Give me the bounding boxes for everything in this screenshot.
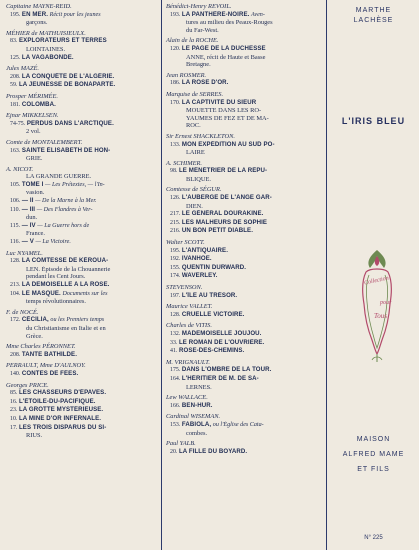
entry-continuation: BLIQUE. <box>186 175 212 183</box>
entry-author: Cardinal WISEMAN. <box>166 413 221 421</box>
entry-author: Luc NYAMEL. <box>6 249 43 257</box>
entry-note: — La Victoire. <box>35 239 71 246</box>
collection-label-all: Tous <box>374 312 387 320</box>
entry-number: 41. <box>170 348 178 355</box>
entry-author: MÉHIER de MATHUISIEULX. <box>6 29 86 37</box>
entry-line <box>164 448 323 457</box>
cover-panel <box>328 0 419 550</box>
entry-number: 215. <box>170 219 181 226</box>
entry-author: Lew WALLACE. <box>166 394 208 402</box>
entry-number: 128. <box>170 311 181 318</box>
entry-continuation: LEN. Épisode de la Chouannerie <box>26 265 111 273</box>
entry-author: Comtesse de SÉGUR. <box>166 186 222 194</box>
entry-line <box>4 54 161 63</box>
entry-author: Capitaine MAYNE-REID. <box>6 3 72 10</box>
entry-number: 208. <box>10 351 21 358</box>
catalog-entry <box>164 413 323 437</box>
entry-number: 164. <box>170 375 181 382</box>
catalog-entry <box>164 72 323 88</box>
entry-author: Charles de VITIS. <box>166 322 212 330</box>
entry-title: — III <box>21 205 36 213</box>
entry-author: STEVENSON. <box>166 284 203 291</box>
entry-line <box>164 272 323 281</box>
catalog-entry <box>4 343 161 359</box>
entry-number: 208. <box>10 73 21 80</box>
catalog-entry <box>164 160 323 184</box>
entry-line <box>4 316 161 325</box>
entry-number: 33. <box>170 339 178 346</box>
entry-line <box>164 347 323 356</box>
entry-line <box>164 339 323 348</box>
entry-author: Maurice VALLET. <box>166 303 213 311</box>
entry-line <box>4 389 161 398</box>
cover-author <box>328 6 419 26</box>
entry-number: 195. <box>10 11 21 18</box>
entry-title: UN BON PETIT DIABLE. <box>181 227 253 235</box>
entry-line <box>4 222 161 231</box>
entry-number: 128. <box>10 258 21 265</box>
entry-title: — V <box>21 238 34 246</box>
entry-continuation: LOINTAINES. <box>26 45 66 53</box>
entry-author: M. VRIGNAULT. <box>166 358 210 366</box>
entry-note: Récit pour les jeunes <box>49 11 101 18</box>
entry-author: Bénédict-Henry REVOIL. <box>166 3 232 10</box>
entry-title: LA JEUNESSE DE BONAPARTE. <box>18 81 116 89</box>
catalog-entry <box>164 359 323 391</box>
entry-continuation: RIUS. <box>26 432 43 440</box>
entry-author: Paul YALB. <box>166 440 196 448</box>
entry-line <box>164 375 323 384</box>
entry-number: 10. <box>10 415 18 422</box>
column-divider <box>161 0 162 550</box>
entry-continuation: 2 vol. <box>26 128 41 136</box>
entry-number: 105. <box>10 181 21 188</box>
cover-publisher <box>328 432 419 477</box>
entry-title: MON EXPÉDITION AU SUD PO- <box>181 140 275 148</box>
entry-line <box>4 281 161 290</box>
entry-author: Prosper MÉRIMÉE. <box>6 92 58 100</box>
entry-line <box>164 11 323 20</box>
entry-note: — La Guerre hors de <box>37 222 90 229</box>
catalog-entry <box>164 303 323 319</box>
entry-author: Sir Ernest SHACKLETON. <box>166 132 235 140</box>
catalog-entry <box>164 37 323 68</box>
entry-line <box>4 370 161 379</box>
entry-author: A. SCHIMER. <box>166 159 203 167</box>
collection-label: Collection <box>363 275 390 287</box>
entry-continuation: du Christianisme en Italie et en <box>26 324 106 332</box>
entry-line <box>4 197 161 206</box>
entry-line <box>4 398 161 407</box>
entry-number: 17. <box>10 424 18 431</box>
entry-note: — Les Prétextes, — l'In- <box>45 181 105 188</box>
entry-title: SAINTE ÉLISABETH DE HON- <box>21 146 111 154</box>
cover-book-title: L'IRIS BLEU <box>341 116 406 126</box>
collection-emblem-icon <box>352 246 402 364</box>
entry-title: LA DEMOISELLE A LA ROSE. <box>21 281 110 288</box>
entry-line <box>164 311 323 320</box>
entry-line <box>4 120 161 129</box>
catalog-entry <box>164 133 323 157</box>
entry-number: 174. <box>170 273 181 280</box>
entry-number: 217. <box>170 211 181 218</box>
entry-note: — Des Flandres à Ver- <box>36 206 93 213</box>
entry-author: Georges PRICE. <box>6 381 49 389</box>
entry-number: 98. <box>170 168 178 175</box>
entry-number: 170. <box>170 99 181 106</box>
publisher-line-3: ET FILS <box>357 466 390 473</box>
entry-title: LE MÉNÉTRIER DE LA RÉPU- <box>178 167 268 175</box>
entry-line <box>164 141 323 150</box>
entry-line <box>4 37 161 46</box>
catalog-entry <box>164 284 323 300</box>
entry-title: LE PAGE DE LA DUCHESSE <box>181 44 266 52</box>
entry-number: 213. <box>10 282 21 288</box>
entry-line <box>4 351 161 360</box>
entry-line <box>4 406 161 415</box>
entry-author: F. de NOCÉ. <box>6 308 39 316</box>
entry-title: MADEMOISELLE JOUJOU. <box>181 329 262 337</box>
entry-continuation: tures au milieu des Peaux-Rouges <box>186 19 273 27</box>
entry-title: BEN-HUR. <box>181 401 213 409</box>
entry-title: DANS L'OMBRE DE LA TOUR. <box>181 366 272 374</box>
entry-line <box>164 194 323 203</box>
entry-line <box>4 101 161 110</box>
catalog-entry <box>4 65 161 90</box>
entry-number: 133. <box>170 141 181 148</box>
entry-number: 104. <box>10 290 21 297</box>
entry-line <box>4 424 161 433</box>
catalog-entry <box>164 440 323 456</box>
entry-title: LES CHASSEURS D'ÉPAVES. <box>18 389 107 397</box>
catalog-entry <box>4 309 161 340</box>
entry-author: Mme Charles PÉRONNET. <box>6 343 76 351</box>
entry-title: L'HÉRITIER DE M. DE SA- <box>181 374 259 382</box>
entry-title: LES TROIS DISPARUS DU SI- <box>18 423 107 431</box>
entry-title: EN MER. <box>21 10 49 18</box>
entry-number: 23. <box>10 407 18 414</box>
catalog-entry <box>164 239 323 281</box>
entry-line <box>164 292 323 301</box>
entry-author: Walter SCOTT. <box>166 239 205 247</box>
entry-title: PERDUS DANS L'ARCTIQUE. <box>26 119 114 127</box>
entry-line <box>4 81 161 90</box>
entry-author: Marquise de SERRES. <box>166 90 224 98</box>
entry-title: WAVERLEY. <box>181 272 218 280</box>
entry-note: ou l'Église des Cata- <box>212 421 264 428</box>
entry-title: CONTES DE FÉES. <box>21 369 79 377</box>
entry-number: 186. <box>170 80 181 87</box>
entry-line <box>164 421 323 430</box>
catalog-entry <box>4 382 161 440</box>
entry-line <box>4 11 161 20</box>
entry-line <box>164 79 323 88</box>
cover-issue-number: N° 225 <box>364 535 383 541</box>
entry-line <box>164 167 323 176</box>
entry-title: LA COMTESSE DE KÉROUA- <box>21 257 109 265</box>
entry-title: LE GÉNÉRAL DOURAKINE. <box>181 210 264 218</box>
entry-continuation: ROC. <box>186 122 201 130</box>
entry-continuation: France. <box>26 230 45 238</box>
entry-title: EXPLORATEURS ET TERRES <box>18 37 107 45</box>
entry-number: 83. <box>10 38 18 45</box>
entry-number: 166. <box>170 402 181 409</box>
entry-title: LA FILLE DU BOYARD. <box>178 447 248 455</box>
entry-title: LA CAPTIVITÉ DU SIEUR <box>181 98 257 106</box>
entry-number: 74-75. <box>10 120 26 127</box>
entry-line <box>4 181 161 190</box>
entry-continuation: vasion. <box>26 189 45 197</box>
entry-continuation: pendant les Cent Jours. <box>26 273 86 281</box>
entry-continuation: temps révolutionnaires. <box>26 298 86 306</box>
entry-title: — II <box>21 197 34 205</box>
entry-author: A. NICOT. <box>6 165 34 173</box>
entry-continuation: MOUETTE DANS LES RO- <box>186 107 262 115</box>
entry-number: 197. <box>170 292 181 299</box>
catalog-entry <box>164 91 323 130</box>
entry-line <box>164 264 323 273</box>
entry-author: Ejnar MIKKELSEN. <box>6 112 59 120</box>
entry-continuation: Bretagne. <box>186 61 211 69</box>
entry-title: LA ROSE D'OR. <box>181 79 229 87</box>
entry-continuation: DIEN. <box>186 202 203 210</box>
entry-continuation: du Far-West. <box>186 26 219 34</box>
entry-continuation: LERNES. <box>186 383 212 391</box>
entry-title: L'ÉTOILE-DU-PACIFIQUE. <box>18 397 96 405</box>
entry-number: 59. <box>10 82 18 89</box>
catalog-entry <box>4 30 161 62</box>
entry-line <box>4 290 161 299</box>
entry-line <box>164 255 323 264</box>
cover-author-firstname: MARTHE <box>355 7 392 14</box>
entry-continuation: LA GRANDE GUERRE. <box>26 173 92 181</box>
entry-number: 20. <box>170 448 178 455</box>
entry-line <box>164 99 323 108</box>
entry-continuation: YAUMES DE FEZ ET DE MA- <box>186 114 269 122</box>
entry-title: LA VAGABONDE. <box>21 53 74 61</box>
entry-line <box>164 330 323 339</box>
entry-number: 110. <box>10 206 21 213</box>
publisher-line-1: MAISON <box>356 436 391 443</box>
entry-line <box>164 219 323 228</box>
catalog-entry <box>4 3 161 27</box>
entry-author: Jean ROSMER. <box>166 71 207 79</box>
entry-line <box>4 415 161 424</box>
entry-number: 115. <box>10 222 21 229</box>
entry-number: 116. <box>10 239 21 246</box>
entry-title: ROSE-DES-CHEMINS. <box>178 347 245 355</box>
entry-line <box>164 366 323 375</box>
entry-line <box>164 402 323 411</box>
catalog-entry <box>164 186 323 236</box>
entry-title: IVANHOE. <box>181 255 212 263</box>
entry-title: L'ANTIQUAIRE. <box>181 246 229 254</box>
catalog-entry <box>164 3 323 34</box>
entry-line <box>4 238 161 247</box>
entry-title: LA MINE D'OR INFERNALE. <box>18 414 102 422</box>
entry-continuation: Grèce. <box>26 332 43 340</box>
entry-number: 16. <box>10 398 18 405</box>
entry-continuation: dun. <box>26 214 38 222</box>
catalog-entry <box>164 322 323 355</box>
entry-line <box>4 73 161 82</box>
entry-title: LE ROMAN DE L'OUVRIÈRE. <box>178 338 265 346</box>
entry-number: 106. <box>10 198 21 205</box>
publisher-line-2: ALFRED MAME <box>342 451 405 458</box>
entry-note: ou les Premiers temps <box>50 317 105 324</box>
entry-title: COLOMBA. <box>21 100 56 108</box>
entry-author: PERRAULT, Mme D'AULNOY. <box>6 362 86 370</box>
entry-title: L'AUBERGE DE L'ANGE GAR- <box>181 194 272 202</box>
catalog-entry <box>4 166 161 247</box>
entry-continuation: LAIRE <box>186 149 205 157</box>
catalog-entry <box>4 93 161 109</box>
entry-number: 181. <box>10 101 21 108</box>
entry-title: L'ÎLE AU TRÉSOR. <box>181 291 238 299</box>
entry-number: 195. <box>170 247 181 254</box>
entry-title: LE MASQUE. <box>21 289 61 297</box>
entry-line <box>4 147 161 156</box>
entry-number: 216. <box>170 228 181 235</box>
entry-title: — IV <box>21 221 36 229</box>
collection-label-for: pour <box>380 300 392 306</box>
catalog-entry <box>164 394 323 410</box>
entry-line <box>164 227 323 236</box>
entry-number: 153. <box>170 421 181 428</box>
entry-number: 163. <box>10 147 21 154</box>
entry-title: CÉCILIA, <box>21 316 49 324</box>
entry-continuation: GRIE. <box>26 155 43 163</box>
catalog-entry <box>4 112 161 136</box>
entry-note: Aven- <box>251 11 265 18</box>
entry-title: TOME I <box>21 180 44 188</box>
entry-title: LA GROTTE MYSTÉRIEUSE. <box>18 406 104 414</box>
entry-continuation: combes. <box>186 429 208 437</box>
panel-divider <box>326 0 327 550</box>
catalog-entry <box>4 139 161 163</box>
entry-line <box>4 257 161 266</box>
catalog-column-middle <box>164 3 323 459</box>
cover-author-lastname: LACHÈSE <box>353 17 394 24</box>
entry-number: 192. <box>170 256 181 263</box>
entry-author: Comte de MONTALEMBERT. <box>6 138 83 146</box>
entry-title: QUENTIN DURWARD. <box>181 263 247 271</box>
entry-number: 172. <box>10 317 21 324</box>
entry-author: Jules MAZÉ. <box>6 65 40 73</box>
entry-number: 132. <box>170 330 181 337</box>
entry-number: 120. <box>170 45 181 52</box>
entry-title: CRUELLE VICTOIRE. <box>181 310 245 318</box>
entry-number: 193. <box>170 11 181 18</box>
entry-number: 155. <box>170 264 181 271</box>
catalog-entry <box>4 250 161 306</box>
entry-title: LES MALHEURS DE SOPHIE <box>181 218 268 226</box>
entry-number: 140. <box>10 370 21 377</box>
entry-title: TANTE BATHILDE. <box>21 350 78 358</box>
entry-number: 85. <box>10 390 18 397</box>
entry-number: 175. <box>170 367 181 374</box>
catalog-entry <box>4 362 161 378</box>
entry-line <box>4 206 161 215</box>
entry-title: LA CONQUÊTE DE L'ALGÉRIE. <box>21 72 115 80</box>
entry-author: Alain de la ROCHE. <box>166 37 219 45</box>
entry-line <box>164 247 323 256</box>
entry-continuation: ANNE, récit de Haute et Basse <box>186 53 266 61</box>
entry-line <box>164 45 323 54</box>
entry-note: — De la Marne à la Mer. <box>35 198 97 205</box>
entry-line <box>164 210 323 219</box>
entry-title: LA PANTHÈRE-NOIRE. <box>181 10 250 18</box>
catalog-column-left <box>4 3 161 443</box>
entry-number: 125. <box>10 54 21 61</box>
entry-note: Documents sur les <box>62 290 108 297</box>
entry-number: 126. <box>170 195 181 202</box>
entry-continuation: garçons. <box>26 19 48 27</box>
entry-title: FABIOLA, <box>181 420 212 428</box>
